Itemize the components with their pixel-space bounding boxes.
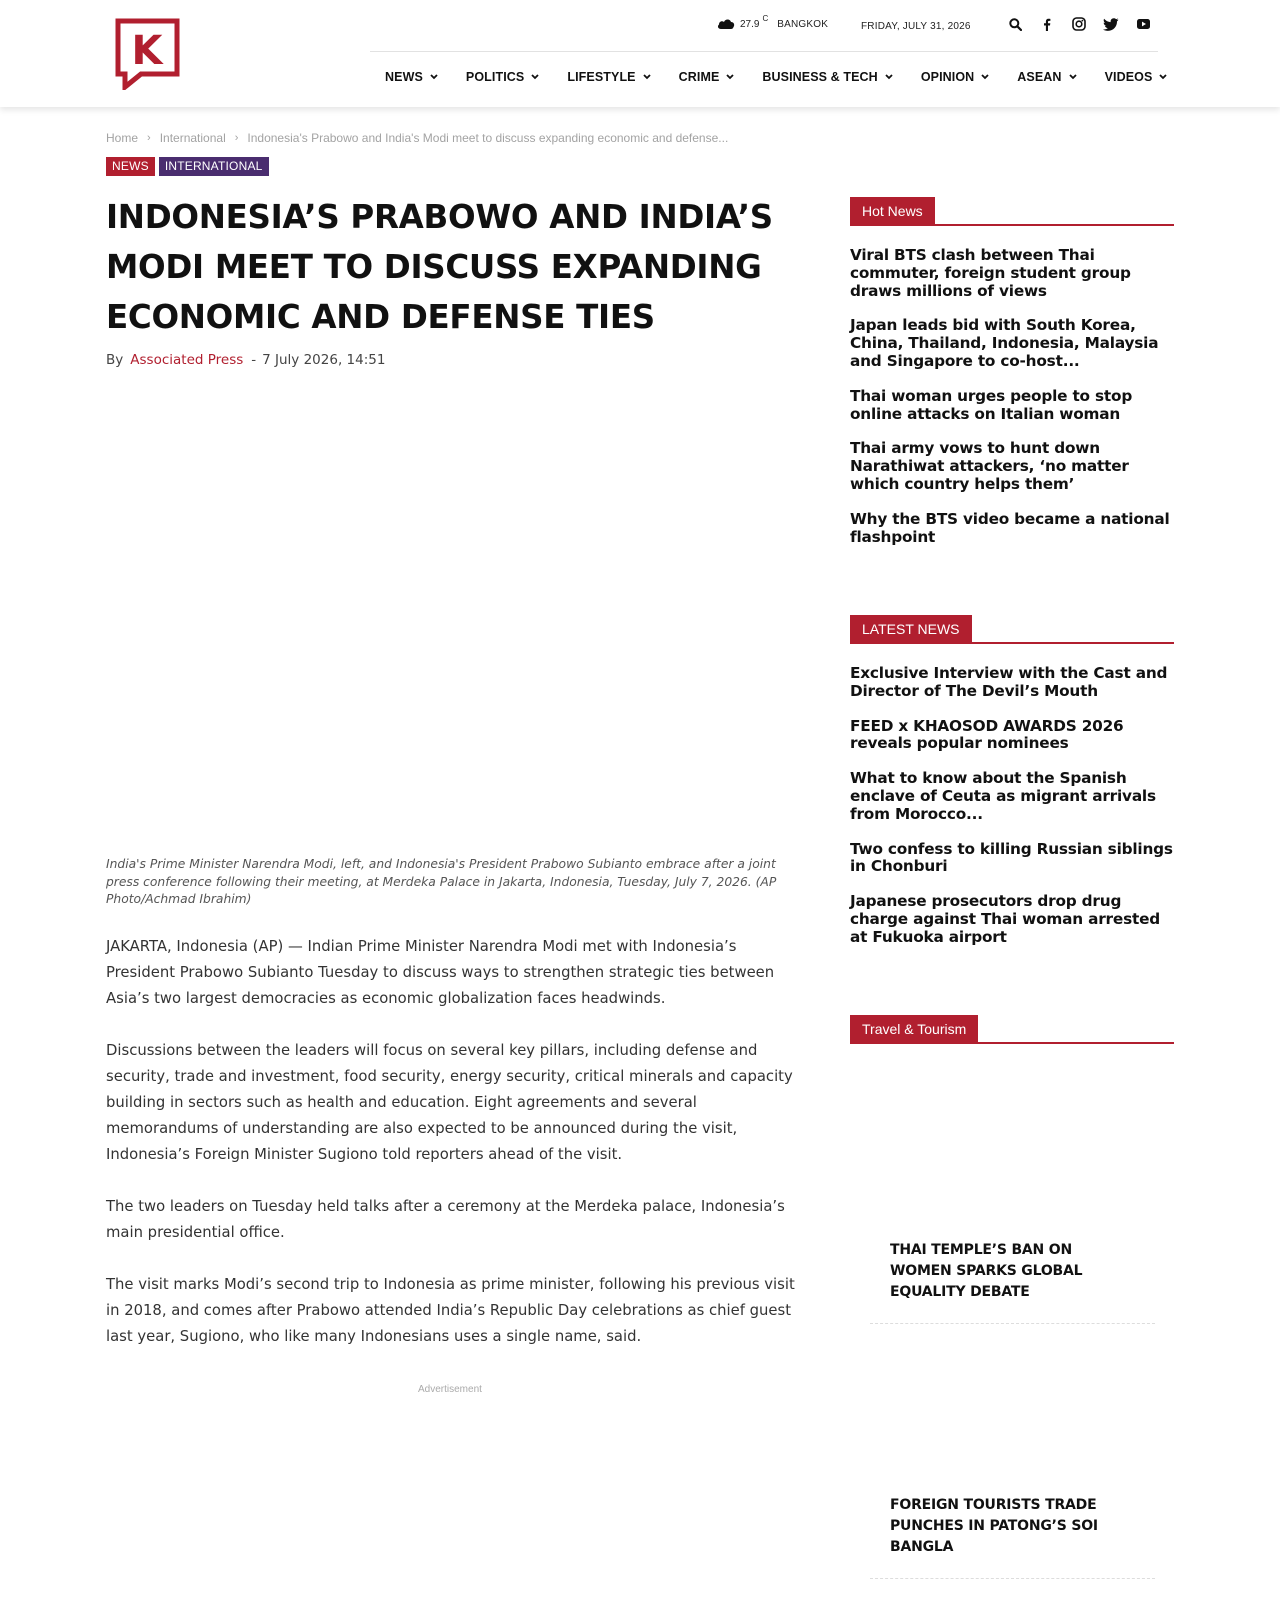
article-paragraph: The two leaders on Tuesday held talks after a ceremony at the Merdeka palace, Indonesia’s main presidential office.: [106, 1198, 785, 1241]
breadcrumb-separator: ›: [234, 132, 239, 144]
chevron-down-icon: [430, 74, 438, 80]
latest-news-item[interactable]: Exclusive Interview with the Cast and Director of The Devil’s Mouth: [850, 664, 1168, 700]
weather-widget: [717, 13, 829, 30]
search-icon[interactable]: [1007, 16, 1023, 32]
breadcrumb: [106, 131, 728, 145]
nav-label: LIFESTYLE: [567, 70, 636, 84]
breadcrumb-separator: ›: [147, 132, 151, 144]
travel-title: Travel & Tourism: [850, 1015, 978, 1043]
khaosod-logo[interactable]: [115, 18, 180, 90]
chevron-down-icon: [885, 74, 893, 80]
travel-card[interactable]: [870, 1070, 1155, 1324]
chevron-down-icon: [981, 74, 989, 80]
nav-label: CRIME: [678, 70, 720, 84]
weather-city: BANGKOK: [777, 18, 829, 30]
travel-card-image[interactable]: [870, 1325, 1155, 1495]
author-link[interactable]: Associated Press: [130, 352, 244, 368]
latest-news-list: [850, 665, 1176, 964]
nav-asean[interactable]: [1017, 70, 1076, 84]
article-body: [106, 934, 806, 1376]
image-caption: India's Prime Minister Narendra Modi, left, and Indonesia's President Prabowo Subianto embrace after a joint press conference following their meeting, at Merdeka Palace in Jakarta, Indonesia, Tuesday, July 7, 2026. (AP Photo/Achmad Ibrahim): [106, 857, 777, 906]
nav-business-tech[interactable]: [762, 70, 892, 84]
nav-news[interactable]: [385, 70, 438, 84]
cloud-icon: [717, 18, 735, 30]
travel-card-title[interactable]: THAI TEMPLE’S BAN ON WOMEN SPARKS GLOBAL EQUALITY DEBATE: [890, 1242, 1083, 1300]
nav-label: POLITICS: [465, 70, 525, 84]
tag-news[interactable]: NEWS: [106, 157, 155, 176]
chevron-down-icon: [1069, 74, 1077, 80]
travel-card-title[interactable]: FOREIGN TOURISTS TRADE PUNCHES IN PATONG’S SOI BANGLA: [890, 1497, 1098, 1555]
nav-lifestyle[interactable]: [567, 70, 650, 84]
chevron-down-icon: [726, 74, 734, 80]
publish-date: 7 July 2026, 14:51: [262, 352, 386, 368]
latest-news-item[interactable]: Japanese prosecutors drop drug charge against Thai woman arrested at Fukuoka airport: [850, 892, 1161, 946]
hot-news-item[interactable]: Thai army vows to hunt down Narathiwat attackers, ‘no matter which country helps them’: [850, 439, 1129, 493]
latest-news-item[interactable]: FEED x KHAOSOD AWARDS 2026 reveals popular nominees: [850, 716, 1124, 753]
latest-news-item[interactable]: Two confess to killing Russian siblings in Chonburi: [850, 839, 1173, 876]
current-date: FRIDAY, JULY 31, 2026: [861, 21, 971, 32]
nav-politics[interactable]: [466, 70, 539, 84]
article-paragraph: Discussions between the leaders will focus on several key pillars, including defense and security, trade and investment, food security, energy security, critical minerals and capacity building in sectors such as health and education. Eight agreements and several memorandums of understanding are also expected to be announced during the visit, Indonesia’s Foreign Minister Sugiono told reporters ahead of the visit.: [106, 1042, 793, 1163]
article-paragraph: JAKARTA, Indonesia (AP) — Indian Prime Minister Narendra Modi met with Indonesia’s President Prabowo Subianto Tuesday to discuss ways to strengthen strategic ties between Asia’s two largest democracies as economic globalization faces headwinds.: [106, 938, 775, 1007]
category-tags: [106, 157, 273, 176]
hot-news-title: Hot News: [850, 197, 935, 225]
nav-label: OPINION: [920, 70, 975, 84]
site-header: [0, 0, 1280, 107]
travel-card-image[interactable]: [870, 1070, 1155, 1240]
hot-news-list: [850, 247, 1176, 563]
hot-news-header: [850, 197, 1174, 226]
nav-label: NEWS: [385, 70, 423, 84]
article-paragraph: The visit marks Modi’s second trip to Indonesia as prime minister, following his previous visit in 2018, and comes after Prabowo attended India’s Republic Day celebrations as chief guest last year, Sugiono, who like many Indonesians uses a single name, said.: [106, 1276, 795, 1345]
travel-card[interactable]: [870, 1325, 1155, 1579]
article-title: INDONESIA’S PRABOWO AND INDIA’S MODI MEET TO DISCUSS EXPANDING ECONOMIC AND DEFENSE TIES: [106, 198, 773, 336]
breadcrumb-international[interactable]: International: [159, 131, 226, 145]
article-image: [106, 385, 801, 845]
instagram-icon[interactable]: [1071, 16, 1087, 32]
latest-news-title: LATEST NEWS: [850, 615, 972, 643]
logo-letter: K: [131, 28, 163, 74]
nav-opinion[interactable]: [921, 70, 989, 84]
latest-news-item[interactable]: What to know about the Spanish enclave of Ceuta as migrant arrivals from Morocco...: [850, 769, 1156, 823]
youtube-icon[interactable]: [1135, 16, 1151, 32]
main-nav: [385, 70, 1167, 84]
nav-label: ASEAN: [1017, 70, 1062, 84]
chevron-down-icon: [643, 74, 651, 80]
temperature-unit: C: [762, 13, 769, 23]
facebook-icon[interactable]: [1039, 16, 1055, 32]
byline-separator: -: [251, 352, 257, 368]
nav-crime[interactable]: [679, 70, 735, 84]
article-byline: [106, 352, 385, 368]
nav-label: BUSINESS & TECH: [762, 70, 878, 84]
tag-international[interactable]: INTERNATIONAL: [159, 157, 269, 176]
hot-news-item[interactable]: Japan leads bid with South Korea, China, Thailand, Indonesia, Malaysia and Singapore to co-host...: [850, 316, 1159, 370]
top-bar: [370, 0, 1158, 52]
hot-news-item[interactable]: Why the BTS video became a national flashpoint: [850, 509, 1170, 546]
twitter-icon[interactable]: [1103, 16, 1119, 32]
breadcrumb-current: Indonesia's Prabowo and India's Modi meet to discuss expanding economic and defense...: [247, 131, 729, 145]
travel-header: [850, 1015, 1174, 1044]
hot-news-item[interactable]: Thai woman urges people to stop online attacks on Italian woman: [850, 386, 1133, 423]
social-links: [1007, 16, 1167, 32]
temperature: 27.9: [740, 18, 760, 30]
latest-news-header: [850, 615, 1174, 644]
byline-by: By: [106, 352, 124, 368]
breadcrumb-home[interactable]: Home: [106, 131, 139, 145]
chevron-down-icon: [1159, 74, 1167, 80]
hot-news-item[interactable]: Viral BTS clash between Thai commuter, foreign student group draws millions of views: [850, 246, 1131, 300]
nav-videos[interactable]: [1105, 70, 1168, 84]
advertisement-label: Advertisement: [418, 1384, 482, 1395]
nav-label: VIDEOS: [1104, 70, 1153, 84]
chevron-down-icon: [531, 74, 539, 80]
